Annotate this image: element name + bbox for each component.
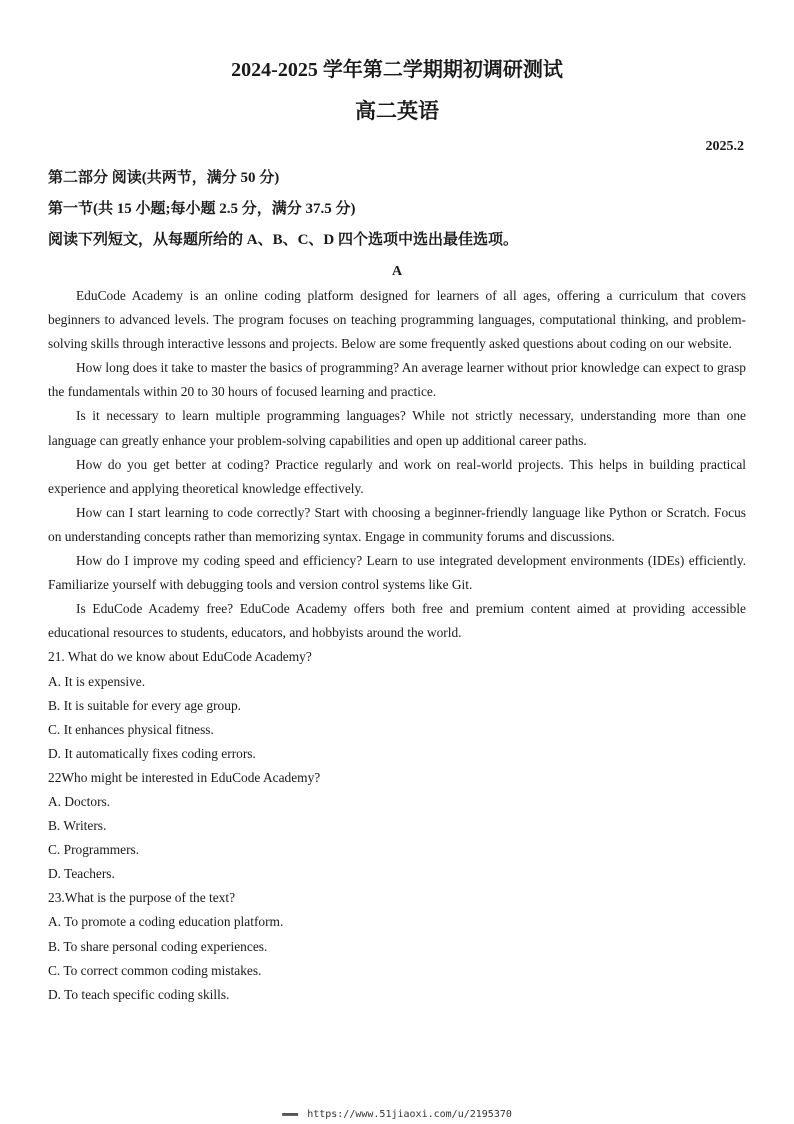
question-stem: 21. What do we know about EduCode Academy?: [48, 649, 312, 665]
option-b: B. It is suitable for every age group.: [48, 697, 241, 713]
passage-letter: A: [391, 264, 403, 279]
instruction-text: 阅读下列短文，从每题所给的 A、B、C、D 四个选项中选出最佳选项。: [48, 232, 519, 248]
footer-watermark: [0, 1108, 794, 1122]
option-d: D. To teach specific coding skills.: [48, 986, 230, 1002]
section-heading: 第一节(共 15 小题;每小题 2.5 分，满分 37.5 分): [48, 201, 356, 217]
passage-paragraph: Is EduCode Academy free? EduCode Academy offers both free and premium content aimed at providing accessible educational resources to students, educators, and hobbyists around the world.: [48, 601, 746, 641]
part-heading: 第二部分 阅读(共两节，满分 50 分): [48, 170, 280, 186]
passage-paragraph: Is it necessary to learn multiple programming languages? While not strictly necessary, understanding more than one language can greatly enhance your problem-solving capabilities and open up additional career paths.: [48, 408, 746, 448]
footer-url[interactable]: https://www.51jiaoxi.com/u/2195370: [307, 1109, 512, 1120]
passage-body: [48, 284, 746, 1007]
option-d: D. Teachers.: [48, 866, 115, 882]
question-stem: 23.What is the purpose of the text?: [48, 890, 236, 906]
question-22: [48, 766, 746, 886]
option-a: A. Doctors.: [48, 793, 111, 809]
exam-subject: 高二英语: [355, 99, 439, 123]
passage-paragraph: How do I improve my coding speed and efficiency? Learn to use integrated development environments (IDEs) efficiently. Familiarize yourself with debugging tools and version control systems like Git.: [48, 553, 746, 593]
passage-paragraph: EduCode Academy is an online coding platform designed for learners of all ages, offering a curriculum that covers beginners to advanced levels. The program focuses on teaching programming languages, computational thinking, and problem-solving skills through interactive lessons and projects. Below are some frequently asked questions about coding on our website.: [48, 288, 746, 352]
passage-paragraph: How do you get better at coding? Practice regularly and work on real-world projects. This helps in building practical experience and applying theoretical knowledge effectively.: [48, 456, 746, 496]
option-a: A. To promote a coding education platform.: [48, 914, 284, 930]
passage-paragraph: How long does it take to master the basics of programming? An average learner without prior knowledge can expect to grasp the fundamentals within 20 to 30 hours of focused learning and practice.: [48, 360, 746, 400]
passage-paragraph: How can I start learning to code correctly? Start with choosing a beginner-friendly language like Python or Scratch. Focus on understanding concepts rather than memorizing syntax. Engage in community forums and discussions.: [48, 504, 746, 544]
option-c: C. To correct common coding mistakes.: [48, 962, 262, 978]
exam-date: 2025.2: [705, 139, 744, 154]
question-stem: 22Who might be interested in EduCode Academy?: [48, 769, 321, 785]
watermark-mark-icon: ▬▬▬: [282, 1109, 298, 1120]
exam-title: 2024-2025 学年第二学期期初调研测试: [231, 59, 563, 81]
option-b: B. Writers.: [48, 818, 107, 834]
option-c: C. Programmers.: [48, 842, 140, 858]
option-a: A. It is expensive.: [48, 673, 146, 689]
option-b: B. To share personal coding experiences.: [48, 938, 268, 954]
option-c: C. It enhances physical fitness.: [48, 721, 214, 737]
option-d: D. It automatically fixes coding errors.: [48, 745, 256, 761]
question-21: [48, 645, 746, 765]
question-23: [48, 886, 746, 1006]
